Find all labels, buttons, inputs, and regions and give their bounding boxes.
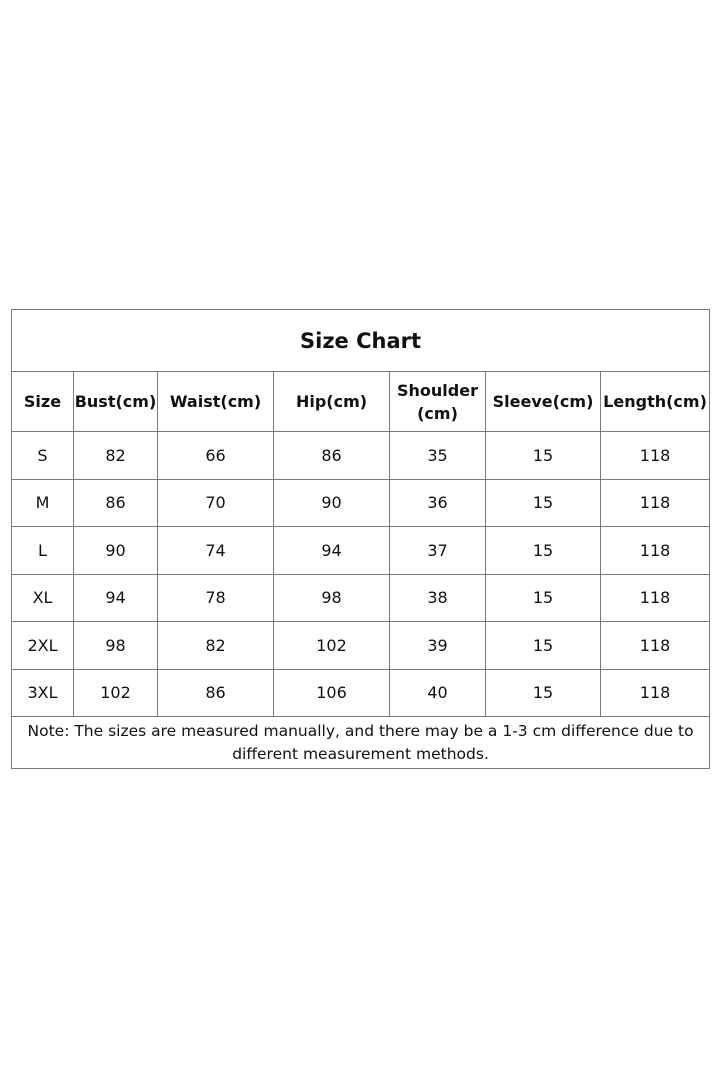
- cell-shoulder: 35: [390, 432, 486, 480]
- cell-bust: 102: [74, 669, 158, 717]
- cell-hip: 106: [274, 669, 390, 717]
- cell-sleeve: 15: [486, 669, 601, 717]
- header-hip: Hip(cm): [274, 372, 390, 432]
- cell-length: 118: [601, 622, 710, 670]
- cell-waist: 86: [158, 669, 274, 717]
- cell-shoulder: 36: [390, 479, 486, 527]
- cell-length: 118: [601, 432, 710, 480]
- cell-waist: 74: [158, 527, 274, 575]
- table-row: [12, 622, 710, 670]
- table-row: [12, 527, 710, 575]
- header-shoulder: Shoulder (cm): [390, 372, 486, 432]
- cell-waist: 70: [158, 479, 274, 527]
- chart-title: Size Chart: [12, 310, 710, 372]
- cell-size: XL: [12, 574, 74, 622]
- cell-waist: 78: [158, 574, 274, 622]
- table-row: [12, 574, 710, 622]
- cell-hip: 102: [274, 622, 390, 670]
- cell-length: 118: [601, 669, 710, 717]
- cell-bust: 98: [74, 622, 158, 670]
- cell-sleeve: 15: [486, 622, 601, 670]
- cell-size: L: [12, 527, 74, 575]
- header-row: [12, 372, 710, 432]
- table-row: [12, 479, 710, 527]
- cell-waist: 66: [158, 432, 274, 480]
- cell-size: S: [12, 432, 74, 480]
- title-row: [12, 310, 710, 372]
- header-size: Size: [12, 372, 74, 432]
- cell-hip: 98: [274, 574, 390, 622]
- cell-size: 2XL: [12, 622, 74, 670]
- cell-hip: 94: [274, 527, 390, 575]
- measurement-note: Note: The sizes are measured manually, and there may be a 1-3 cm difference due to different measurement methods.: [12, 717, 710, 769]
- cell-bust: 86: [74, 479, 158, 527]
- header-sleeve: Sleeve(cm): [486, 372, 601, 432]
- cell-shoulder: 39: [390, 622, 486, 670]
- cell-bust: 82: [74, 432, 158, 480]
- cell-waist: 82: [158, 622, 274, 670]
- cell-length: 118: [601, 574, 710, 622]
- cell-bust: 90: [74, 527, 158, 575]
- header-waist: Waist(cm): [158, 372, 274, 432]
- cell-shoulder: 40: [390, 669, 486, 717]
- cell-shoulder: 38: [390, 574, 486, 622]
- table-row: [12, 669, 710, 717]
- header-length: Length(cm): [601, 372, 710, 432]
- cell-hip: 86: [274, 432, 390, 480]
- table-row: [12, 432, 710, 480]
- cell-sleeve: 15: [486, 574, 601, 622]
- size-chart-table: [11, 309, 710, 769]
- cell-size: M: [12, 479, 74, 527]
- cell-bust: 94: [74, 574, 158, 622]
- cell-shoulder: 37: [390, 527, 486, 575]
- cell-hip: 90: [274, 479, 390, 527]
- cell-sleeve: 15: [486, 479, 601, 527]
- note-row: [12, 717, 710, 769]
- cell-sleeve: 15: [486, 527, 601, 575]
- header-bust: Bust(cm): [74, 372, 158, 432]
- cell-length: 118: [601, 527, 710, 575]
- cell-sleeve: 15: [486, 432, 601, 480]
- cell-length: 118: [601, 479, 710, 527]
- cell-size: 3XL: [12, 669, 74, 717]
